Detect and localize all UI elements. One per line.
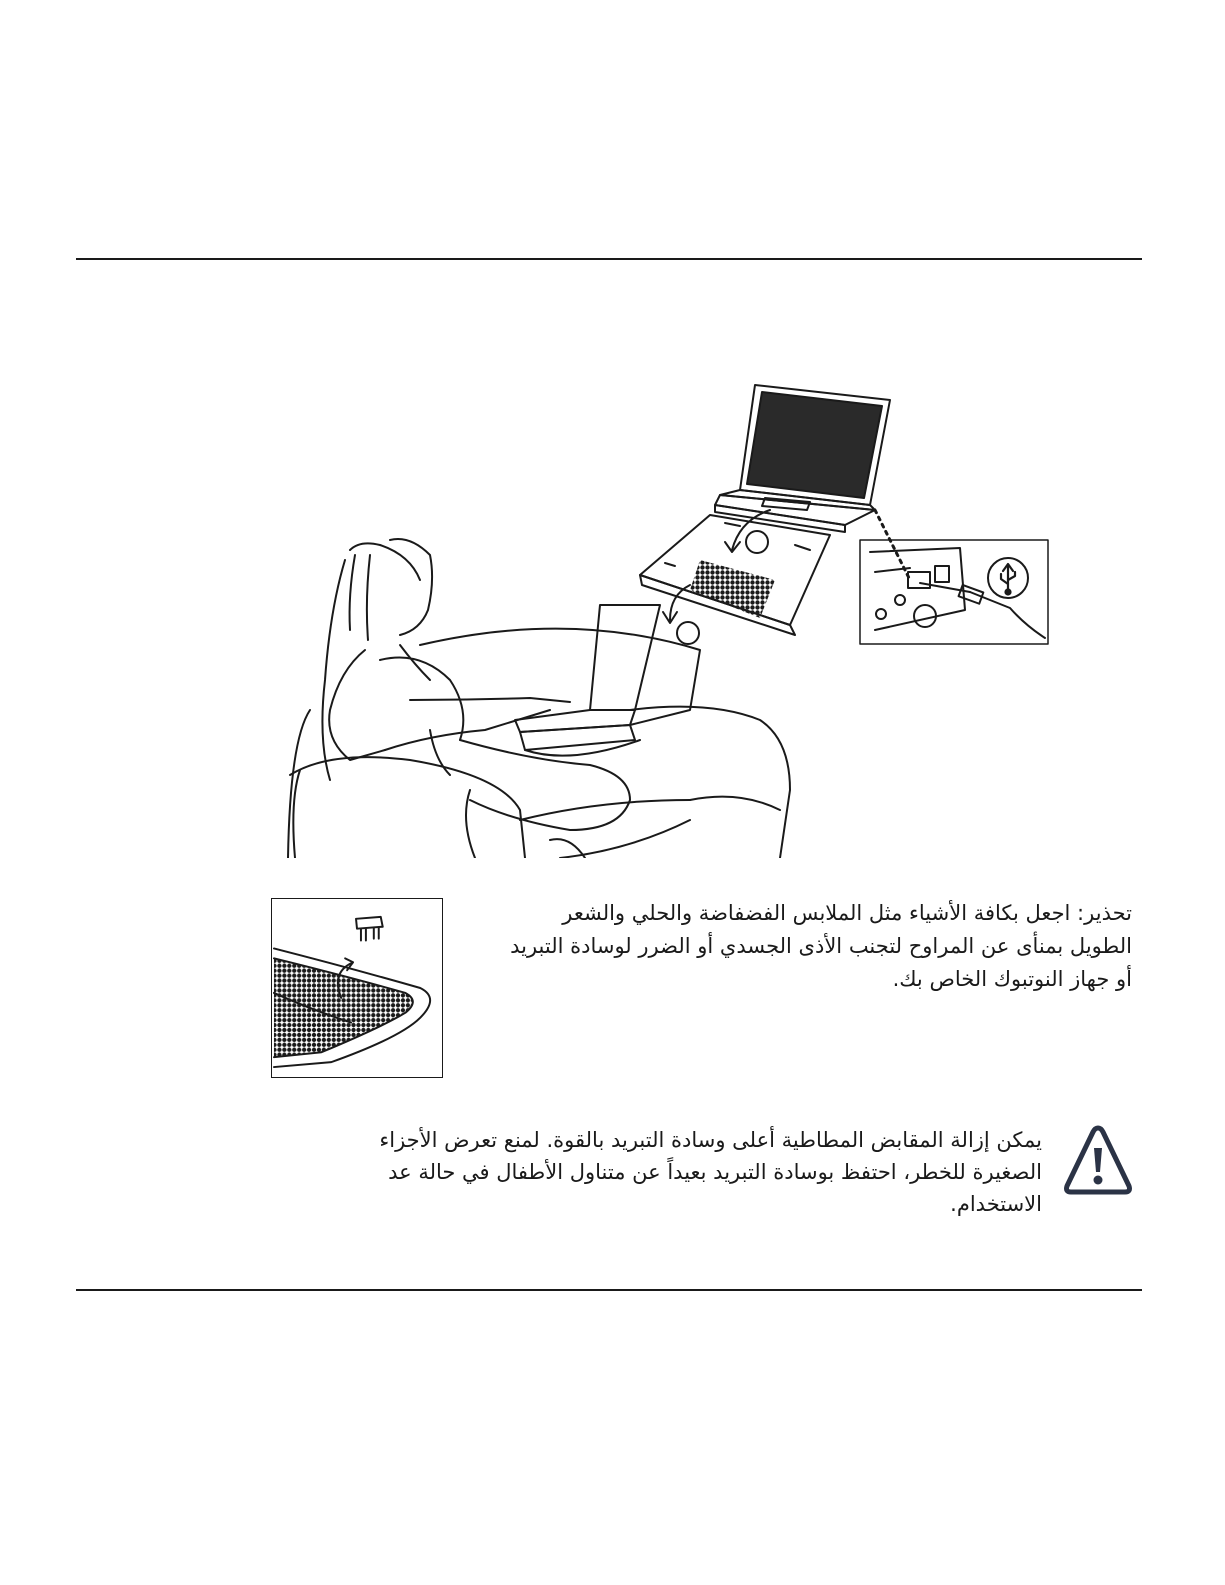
top-divider bbox=[76, 258, 1142, 260]
caution-line: الاستخدام. bbox=[950, 1192, 1042, 1216]
warning-triangle-icon bbox=[1063, 1122, 1133, 1198]
caution-line: الصغيرة للخطر، احتفظ بوسادة التبريد بعيداً عن متناول الأطفال في حالة عد bbox=[388, 1160, 1042, 1184]
caution-text bbox=[320, 1124, 1042, 1220]
rubber-grip-illustration bbox=[271, 898, 443, 1078]
cooling-pad-drawing bbox=[640, 515, 830, 635]
usb-inset-drawing bbox=[860, 540, 1048, 644]
warning-line: أو جهاز النوتبوك الخاص بك. bbox=[892, 967, 1132, 991]
floating-laptop-drawing bbox=[715, 385, 890, 532]
warning-line: تحذير: اجعل بكافة الأشياء مثل الملابس الفضفاضة والحلي والشعر bbox=[562, 901, 1132, 925]
safety-warning-text bbox=[450, 897, 1132, 996]
woman-drawing bbox=[322, 539, 630, 830]
caution-line: يمكن إزالة المقابض المطاطية أعلى وسادة التبريد بالقوة. لمنع تعرض الأجزاء bbox=[379, 1128, 1042, 1152]
bottom-divider bbox=[76, 1289, 1142, 1291]
woman-laptop-cooling-pad-illustration bbox=[270, 380, 1060, 858]
lap-laptop-drawing bbox=[515, 605, 660, 756]
warning-line: الطويل بمنأى عن المراوح لتجنب الأذى الجسدي أو الضرر لوسادة التبريد bbox=[510, 934, 1132, 958]
usb-icon bbox=[1001, 564, 1015, 595]
